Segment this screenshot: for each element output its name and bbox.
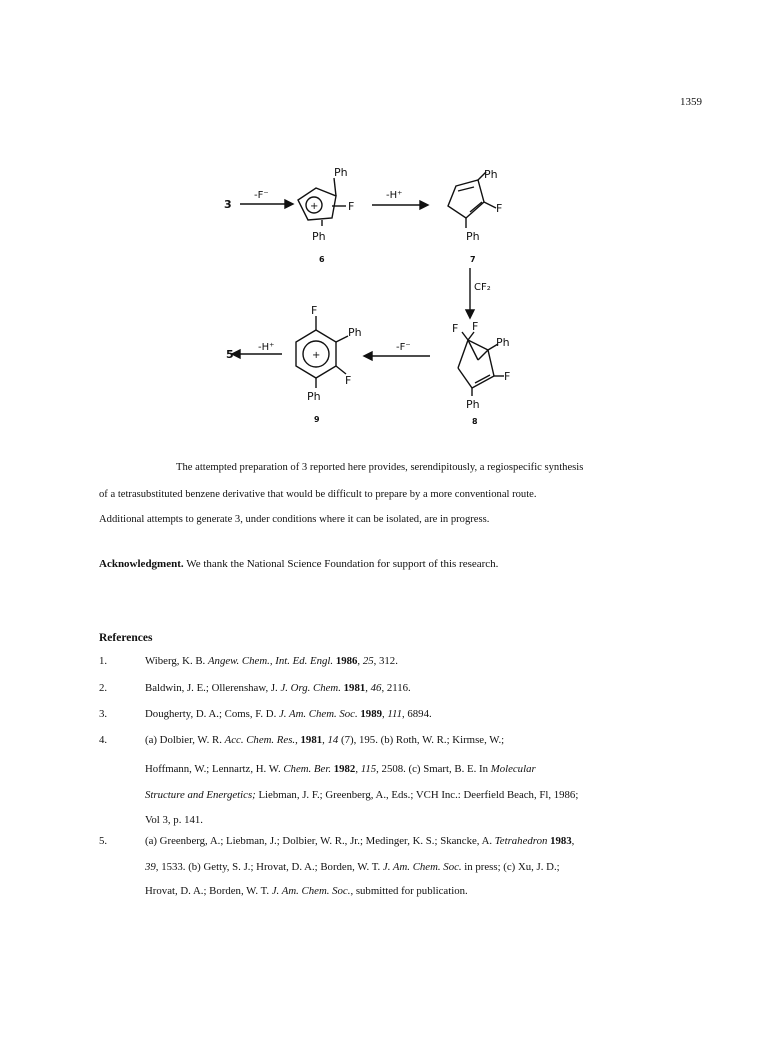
atom-label-ph: Ph (466, 230, 480, 243)
reference-segment: Dougherty, D. A.; Coms, F. D. (145, 708, 280, 720)
reference-line (145, 763, 536, 775)
reference-segment: 14 (327, 734, 339, 746)
reference-segment: , 312. (373, 655, 398, 667)
compound-8-label: 8 (472, 417, 478, 426)
step3-reagent: CF₂ (474, 282, 491, 293)
reference-segment: , (295, 734, 301, 746)
arrow-1-head (285, 200, 293, 208)
reference-segment: 25 (362, 655, 374, 667)
reference-segment: 1983 (550, 835, 572, 847)
reference-number: 1. (99, 655, 108, 667)
atom-label-f: F (496, 202, 503, 215)
reference-segment: , 1533. (b) Getty, S. J.; Hrovat, D. A.; Borden, W. T. (155, 861, 383, 873)
paragraph-line: Additional attempts to generate 3, under conditions where it can be isolated, are in progress. (99, 514, 490, 525)
reference-segment: , (357, 655, 363, 667)
reference-line (145, 708, 432, 720)
reference-number: 4. (99, 734, 108, 746)
atom-label-ph: Ph (466, 398, 480, 411)
reference-segment: 1989 (360, 708, 382, 720)
acknowledgment-text: We thank the National Science Foundation for support of this research. (183, 558, 499, 570)
step2-reagent: -H⁺ (386, 190, 403, 201)
reference-segment: 39 (145, 861, 156, 873)
atom-label-ph: Ph (484, 168, 498, 181)
reference-segment: Molecular (490, 763, 536, 775)
reference-number: 2. (99, 682, 108, 694)
reference-segment: Baldwin, J. E.; Ollerenshaw, J. (145, 682, 281, 694)
reference-segment: J. Am. Chem. Soc. (382, 861, 462, 873)
reference-segment: 1986 (335, 655, 358, 667)
compound-7-label: 7 (470, 255, 476, 264)
reference-segment: Hoffmann, W.; Lennartz, H. W. (145, 763, 284, 775)
compound-7-ring (448, 180, 484, 218)
reference-line (145, 734, 504, 746)
reference-segment: in press; (c) Xu, J. D.; (461, 861, 560, 873)
atom-label-ph: Ph (496, 336, 510, 349)
reference-segment: (a) Greenberg, A.; Liebman, J.; Dolbier, W. R., Jr.; Medinger, K. S.; Skancke, A. (145, 835, 495, 847)
reference-segment: , (365, 682, 371, 694)
reference-segment: 1981 (343, 682, 366, 694)
reference-segment: Wiberg, K. B. (145, 655, 208, 667)
atom-label-f: F (348, 200, 355, 213)
reference-segment: Hrovat, D. A.; Borden, W. T. (145, 885, 272, 897)
reference-line (145, 655, 398, 667)
reference-segment: , 6894. (401, 708, 432, 720)
atom-label-f: F (504, 370, 511, 383)
reaction-scheme (0, 0, 768, 440)
reference-segment: J. Am. Chem. Soc. (279, 708, 358, 720)
reference-segment: 1981 (300, 734, 323, 746)
reference-number: 3. (99, 708, 108, 720)
reference-segment: Chem. Ber. (283, 763, 332, 775)
reference-segment: (7), 195. (b) Roth, W. R.; Kirmse, W.; (338, 734, 505, 746)
reference-segment: J. Org. Chem. (280, 682, 341, 694)
reference-segment: , submitted for publication. (350, 885, 468, 897)
atom-label-f: F (452, 322, 459, 335)
reactant-label: 3 (224, 198, 232, 211)
arrow-3-head (466, 310, 474, 318)
step1-reagent: -F⁻ (254, 190, 269, 201)
reference-segment: (a) Dolbier, W. R. (145, 734, 225, 746)
references-heading: References (99, 632, 153, 644)
atom-label-f: F (472, 320, 479, 333)
reference-segment: , (355, 763, 361, 775)
reference-line (145, 682, 411, 694)
atom-label-ph: Ph (312, 230, 326, 243)
charge-label: + (312, 350, 321, 361)
arrow-4-head (364, 352, 372, 360)
charge-label: + (310, 201, 319, 212)
atom-label-ph: Ph (334, 166, 348, 179)
arrow-2-head (420, 201, 428, 209)
atom-label-ph: Ph (307, 390, 321, 403)
atom-label-f: F (345, 374, 352, 387)
reference-line (145, 814, 203, 826)
reference-number: 5. (99, 835, 108, 847)
atom-label-ph: Ph (348, 326, 362, 339)
reference-segment: , (571, 835, 575, 847)
reference-segment: Tetrahedron (494, 835, 548, 847)
reference-line (145, 861, 560, 873)
paragraph-line: of a tetrasubstituted benzene derivative that would be difficult to prepare by a more conventional route. (99, 489, 537, 500)
acknowledgment-label: Acknowledgment. (99, 558, 184, 570)
reference-line (145, 789, 578, 801)
compound-6-label: 6 (319, 255, 325, 264)
reference-segment: J. Am. Chem. Soc. (271, 885, 351, 897)
reference-line (145, 885, 468, 897)
paragraph-line: The attempted preparation of 3 reported here provides, serendipitously, a regiospecific synthesis (176, 462, 584, 473)
reference-segment: 111 (387, 708, 402, 720)
reference-line (145, 835, 574, 847)
reference-segment: Acc. Chem. Res. (224, 734, 296, 746)
step5-reagent: -H⁺ (258, 342, 275, 353)
reference-segment: Angew. Chem., Int. Ed. Engl. (207, 655, 334, 667)
reference-segment: Vol 3, p. 141. (145, 814, 203, 826)
reference-segment: , (381, 708, 388, 720)
reference-segment: 46 (370, 682, 382, 694)
reference-segment: 1982 (333, 763, 356, 775)
reference-segment: , (322, 734, 328, 746)
atom-label-f: F (311, 304, 318, 317)
product-label: 5 (226, 348, 234, 361)
reference-segment: , 2508. (c) Smart, B. E. In (376, 763, 491, 775)
page-number: 1359 (680, 96, 702, 108)
compound-9-label: 9 (314, 415, 320, 424)
reference-segment: , 2116. (381, 682, 411, 694)
acknowledgment (99, 558, 498, 570)
reference-segment: Structure and Energetics; (145, 789, 256, 801)
step4-reagent: -F⁻ (396, 342, 411, 353)
reference-segment: Liebman, J. F.; Greenberg, A., Eds.; VCH Inc.: Deerfield Beach, Fl, 1986; (255, 789, 579, 801)
reference-segment: 115 (360, 763, 377, 775)
